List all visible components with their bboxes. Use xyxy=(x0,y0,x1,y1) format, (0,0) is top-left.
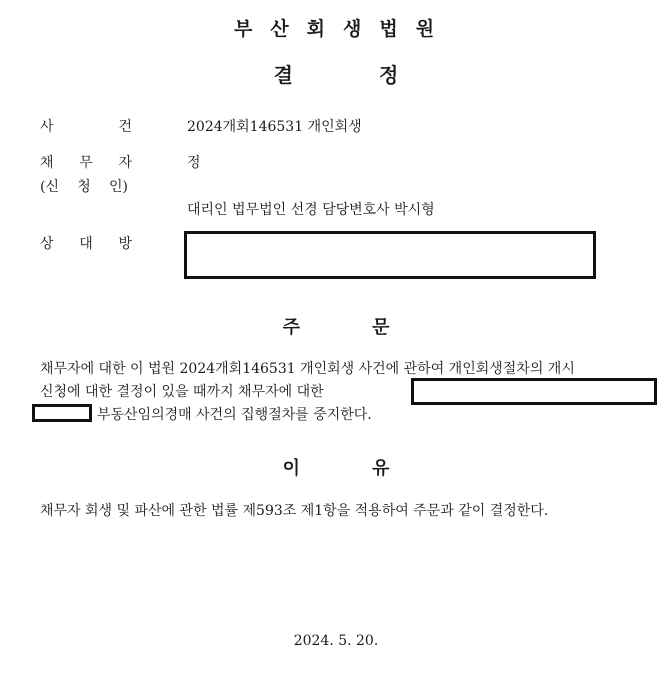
opponent-label xyxy=(40,233,132,253)
case-number: 2024개회146531 개인회생 xyxy=(187,119,362,135)
case-label-char: 건 xyxy=(118,119,132,135)
applicant-label-char: 인) xyxy=(109,179,128,195)
applicant-label xyxy=(40,176,128,196)
court-name: 부산회생법원 xyxy=(233,18,453,40)
reason-heading: 이유 xyxy=(282,458,462,479)
case-label-char: 사 xyxy=(40,119,54,135)
case-label xyxy=(40,116,132,136)
opponent-redaction xyxy=(184,231,596,279)
applicant-label-char: (신 xyxy=(40,179,59,195)
debtor-label xyxy=(40,152,132,172)
decision-date: 2024. 5. 20. xyxy=(293,633,379,649)
order-line-3: 부동산임의경매 사건의 집행절차를 중지한다. xyxy=(97,407,372,423)
opponent-label-char: 대 xyxy=(79,236,93,252)
order-line-1: 채무자에 대한 이 법원 2024개회146531 개인회생 사건에 관하여 개인회생절차의 개시 xyxy=(40,361,575,377)
document-title: 결정 xyxy=(273,63,485,87)
debtor-agent: 대리인 법무법인 선경 담당변호사 박시형 xyxy=(187,202,435,218)
debtor-label-char: 자 xyxy=(118,155,132,171)
debtor-label-char: 채 xyxy=(40,155,54,171)
opponent-label-char: 방 xyxy=(118,236,132,252)
order-redaction-1 xyxy=(411,378,657,405)
opponent-label-char: 상 xyxy=(40,236,54,252)
applicant-label-char: 청 xyxy=(77,179,91,195)
order-line-2: 신청에 대한 결정이 있을 때까지 채무자에 대한 xyxy=(40,384,324,400)
order-redaction-2 xyxy=(32,404,92,422)
debtor-label-char: 무 xyxy=(79,155,93,171)
reason-text: 채무자 회생 및 파산에 관한 법률 제593조 제1항을 적용하여 주문과 같이 결정한다. xyxy=(40,503,549,519)
debtor-name: 정 xyxy=(187,155,201,171)
order-heading: 주문 xyxy=(282,317,462,338)
